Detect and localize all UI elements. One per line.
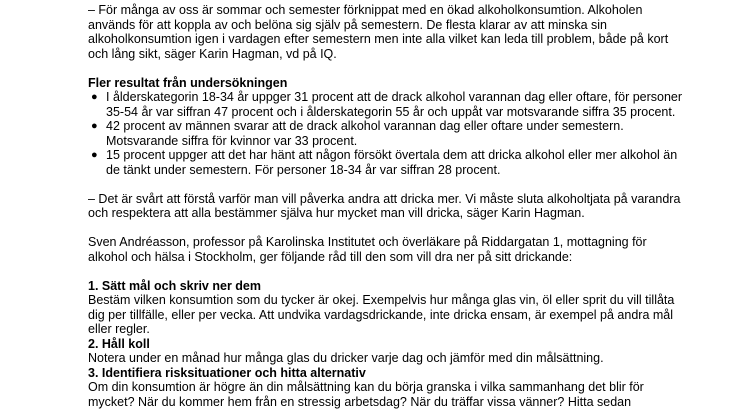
spacer [88,264,688,279]
spacer [88,177,688,192]
tip-heading: 2. Håll koll [88,336,150,351]
spacer [88,61,688,76]
document-page [88,3,688,409]
results-list [88,90,688,177]
results-heading: Fler resultat från undersökningen [88,75,288,90]
list-item [88,148,688,177]
tip-body: Bestäm vilken konsumtion som du tycker är okej. Exempelvis hur många glas vin, öl eller sprit du vill tillåta dig per tillfälle, eller per vecka. Att undvika vardagsdrickande, inte dricka ensam, är exempel på andra mål eller regler. [88,293,675,336]
advice-intro-paragraph: Sven Andréasson, professor på Karolinska Institutet och överläkare på Riddargatan 1, mottagning för alkohol och hälsa i Stockholm, ger följande råd till den som vill dra ner på sitt drickande: [88,235,647,264]
tip-body: Notera under en månad hur många glas du dricker varje dag och jämför med din målsättning. [88,351,604,365]
list-item-text: 42 procent av männen svarar att de drack alkohol varannan dag eller oftare under semestern. Motsvarande siffra för kvinnor var 33 procent. [106,119,624,148]
bullet-icon: ● [91,91,98,103]
bullet-icon: ● [91,149,98,161]
tip-body: Om din konsumtion är högre än din målsättning kan du börja granska i vilka sammanhang det blir för mycket? När du kommer hem från en stressig arbetsdag? När du träffar vissa vänner? Hitta sedan [88,380,644,409]
tip-heading: 1. Sätt mål och skriv ner dem [88,278,261,293]
list-item-text: 15 procent uppger att det har hänt att någon försökt övertala dem att dricka alkohol eller mer alkohol än de tänkt under semestern. För personer 18-34 år var siffran 28 procent. [106,148,678,177]
second-quote-paragraph: – Det är svårt att förstå varför man vill påverka andra att dricka mer. Vi måste sluta alkoholtjata på varandra och respektera att alla bestämmer själva hur mycket man vill dricka, säger Karin Hagman. [88,191,681,220]
list-item [88,119,688,148]
list-item [88,90,688,119]
bullet-icon: ● [91,120,98,132]
spacer [88,221,688,236]
list-item-text: I ålderskategorin 18-34 år uppger 31 procent att de drack alkohol varannan dag eller oftare, för personer 35-54 år var siffran 47 procent och i ålderskategorin 55 år och uppåt var motsvarande siffra 35 procent. [106,90,683,119]
intro-quote-paragraph: – För många av oss är sommar och semester förknippat med en ökad alkoholkonsumtion. Alkoholen används för att koppla av och belöna sig själv på semestern. De flesta klarar av att minska sin alkoholkonsumtion igen i vardagen efter semestern men inte alla vilket kan leda till problem, både på kort och lång sikt, säger Karin Hagman, vd på IQ. [88,3,669,61]
tip-heading: 3. Identifiera risksituationer och hitta alternativ [88,365,366,380]
